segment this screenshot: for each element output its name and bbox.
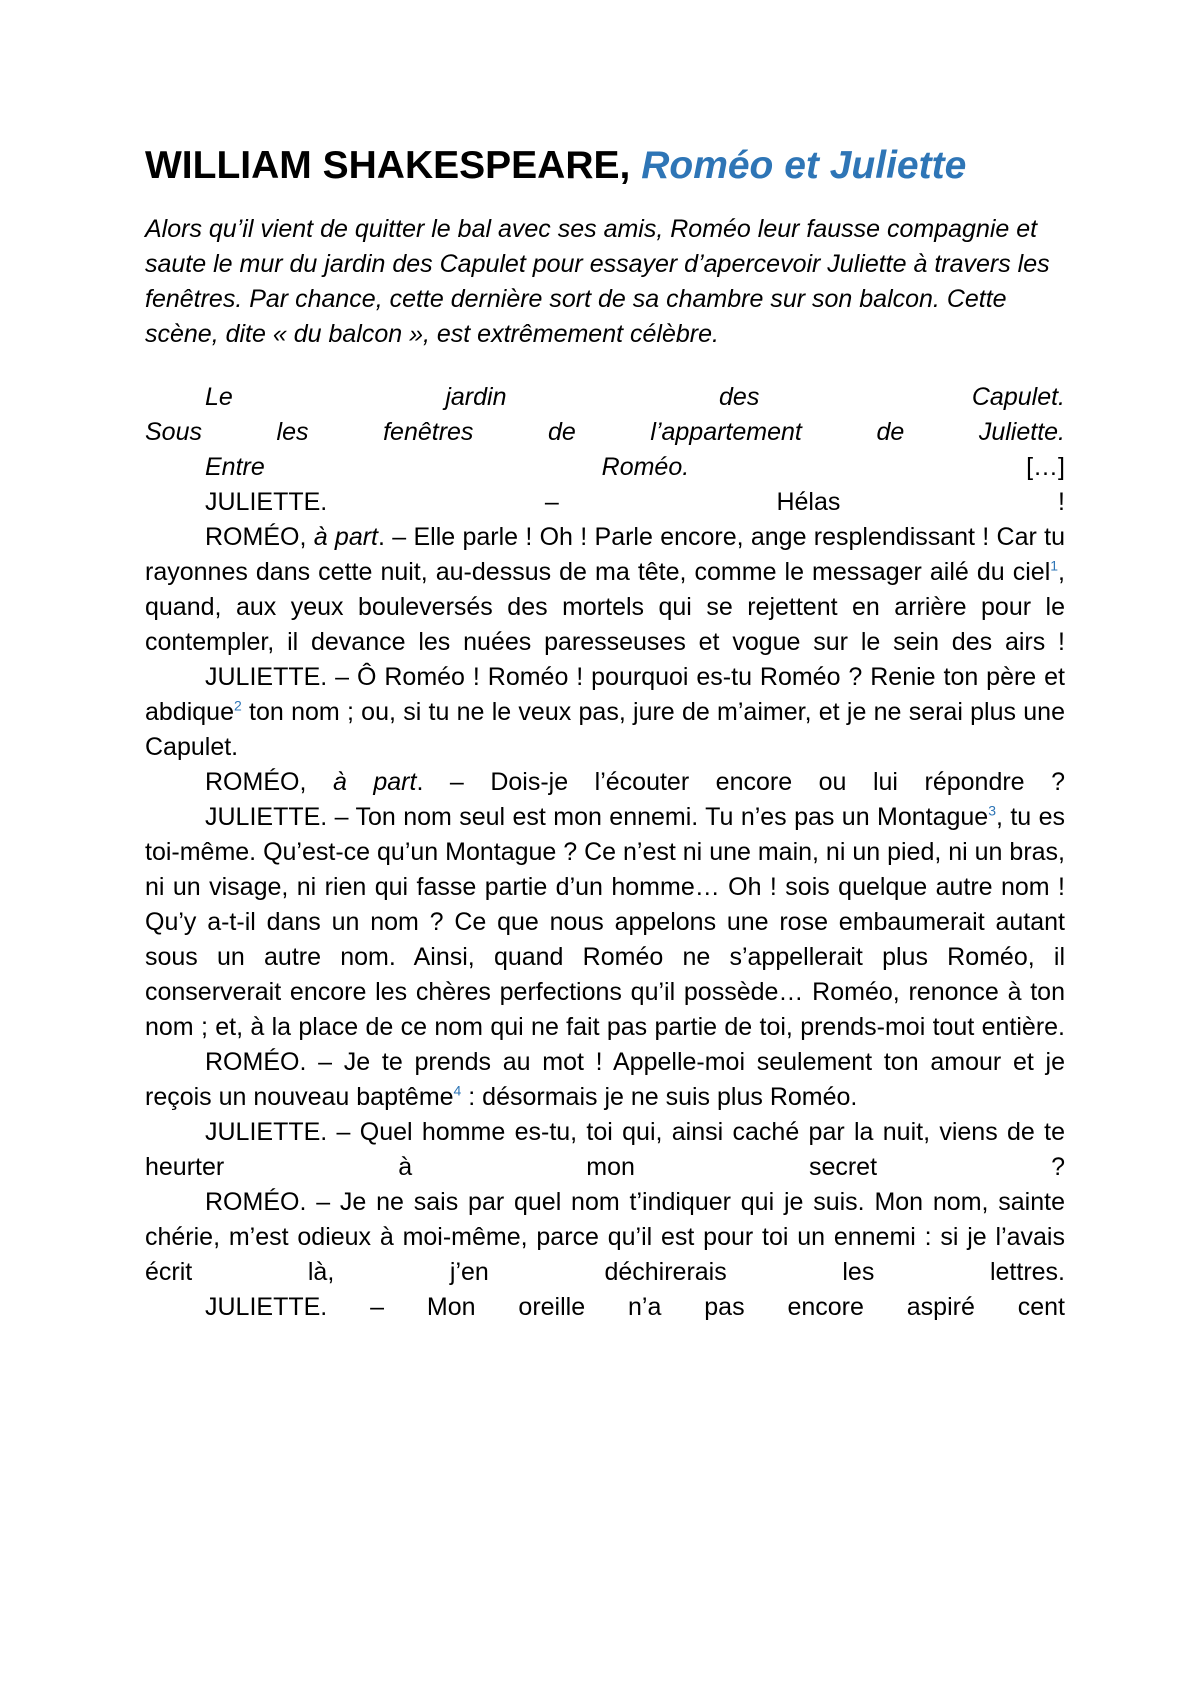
aside-direction: à part — [313, 523, 379, 551]
dialogue-line — [145, 660, 1065, 765]
line-text: ton nom ; ou, si tu ne le veux pas, jure de m’aimer, et je ne serai plus une Capulet. — [145, 698, 1065, 761]
line-text: , tu es toi-même. Qu’est-ce qu’un Montague ? Ce n’est ni une main, ni un pied, ni un bras, ni un visage, ni rien qui fasse partie d’un homme… Oh ! sois quelque autre nom ! Qu’y a-t-il dans un nom ? Ce que nous appelons une rose embaumerait autant sous un autre nom. Ainsi, quand Roméo ne s’appellerait plus Roméo, il conserverait encore les chères perfections qu’il possède… Roméo, renonce à ton nom ; et, à la place de ce nom qui ne fait pas partie de toi, prends-moi tout entière. — [145, 803, 1066, 1041]
line-text: – Hélas ! — [544, 488, 1065, 516]
line-text: . – Dois-je l’écouter encore ou lui répondre ? — [416, 768, 1065, 796]
line-text: : désormais je ne suis plus Roméo. — [461, 1083, 858, 1111]
footnote-marker[interactable]: 3 — [988, 802, 996, 819]
document-page — [145, 138, 1065, 1325]
stage-direction-setting: Le jardin des Capulet. — [205, 383, 1065, 411]
footnote-marker[interactable]: 1 — [1050, 557, 1059, 574]
dialogue-line — [145, 520, 1065, 660]
dialogue-line: ROMÉO. – Je ne sais par quel nom t’indiquer qui je suis. Mon nom, sainte chérie, m’est odieux à moi-même, parce qu’il est pour toi un ennemi : si je l’avais écrit là, j’en déchirerais les lettres. — [145, 1188, 1065, 1286]
line-text: ROMÉO. – Je te prends au mot ! Appelle-moi seulement ton amour et je reçois un nouveau baptême — [145, 1048, 1065, 1111]
dialogue-line: JULIETTE. – Mon oreille n’a pas encore aspiré cent — [205, 1293, 1065, 1321]
document-title — [145, 138, 1065, 194]
dialogue-line — [145, 485, 1065, 520]
stage-direction-entrance — [145, 450, 1065, 485]
author-name: WILLIAM SHAKESPEARE, — [145, 144, 631, 187]
dialogue-line — [145, 1045, 1065, 1115]
dialogue-line — [145, 800, 1065, 1045]
play-excerpt — [145, 380, 1065, 1325]
introduction-paragraph: Alors qu’il vient de quitter le bal avec ses amis, Roméo leur fausse compagnie et saute le mur du jardin des Capulet pour essayer d’apercevoir Juliette à travers les fenêtres. Par chance, cette dernière sort de sa chambre sur son balcon. Cette scène, dite « du balcon », est extrêmement célèbre. — [145, 215, 1050, 348]
speaker-label: JULIETTE. — [205, 488, 328, 516]
dialogue-line — [145, 765, 1065, 800]
stage-direction-location: Sous les fenêtres de l’appartement de Juliette. — [145, 418, 1065, 446]
ellipsis-mark: […] — [1026, 453, 1065, 481]
entrance-text: Entre Roméo. — [205, 453, 690, 481]
footnote-marker[interactable]: 2 — [233, 697, 242, 714]
line-text: JULIETTE. – Ô Roméo ! Roméo ! pourquoi es-tu Roméo ? Renie ton père et abdique — [145, 663, 1065, 726]
line-text: JULIETTE. – Ton nom seul est mon ennemi. Tu n’es pas un Montague — [205, 803, 989, 831]
footnote-marker[interactable]: 4 — [453, 1082, 462, 1099]
speaker-label: ROMÉO, — [205, 768, 307, 796]
work-title: Roméo et Juliette — [641, 144, 967, 187]
aside-direction: à part — [332, 768, 417, 796]
line-text: , quand, aux yeux bouleversés des mortels qui se rejettent en arrière pour le contempler, il devance les nuées paresseuses et vogue sur le sein des airs ! — [145, 558, 1065, 656]
line-text: . – Elle parle ! Oh ! Parle encore, ange resplendissant ! Car tu rayonnes dans cette nuit, au-dessus de ma tête, comme le messager ailé du ciel — [145, 523, 1065, 586]
speaker-label: ROMÉO, — [205, 523, 307, 551]
dialogue-line: JULIETTE. – Quel homme es-tu, toi qui, ainsi caché par la nuit, viens de te heurter à mon secret ? — [145, 1118, 1065, 1181]
